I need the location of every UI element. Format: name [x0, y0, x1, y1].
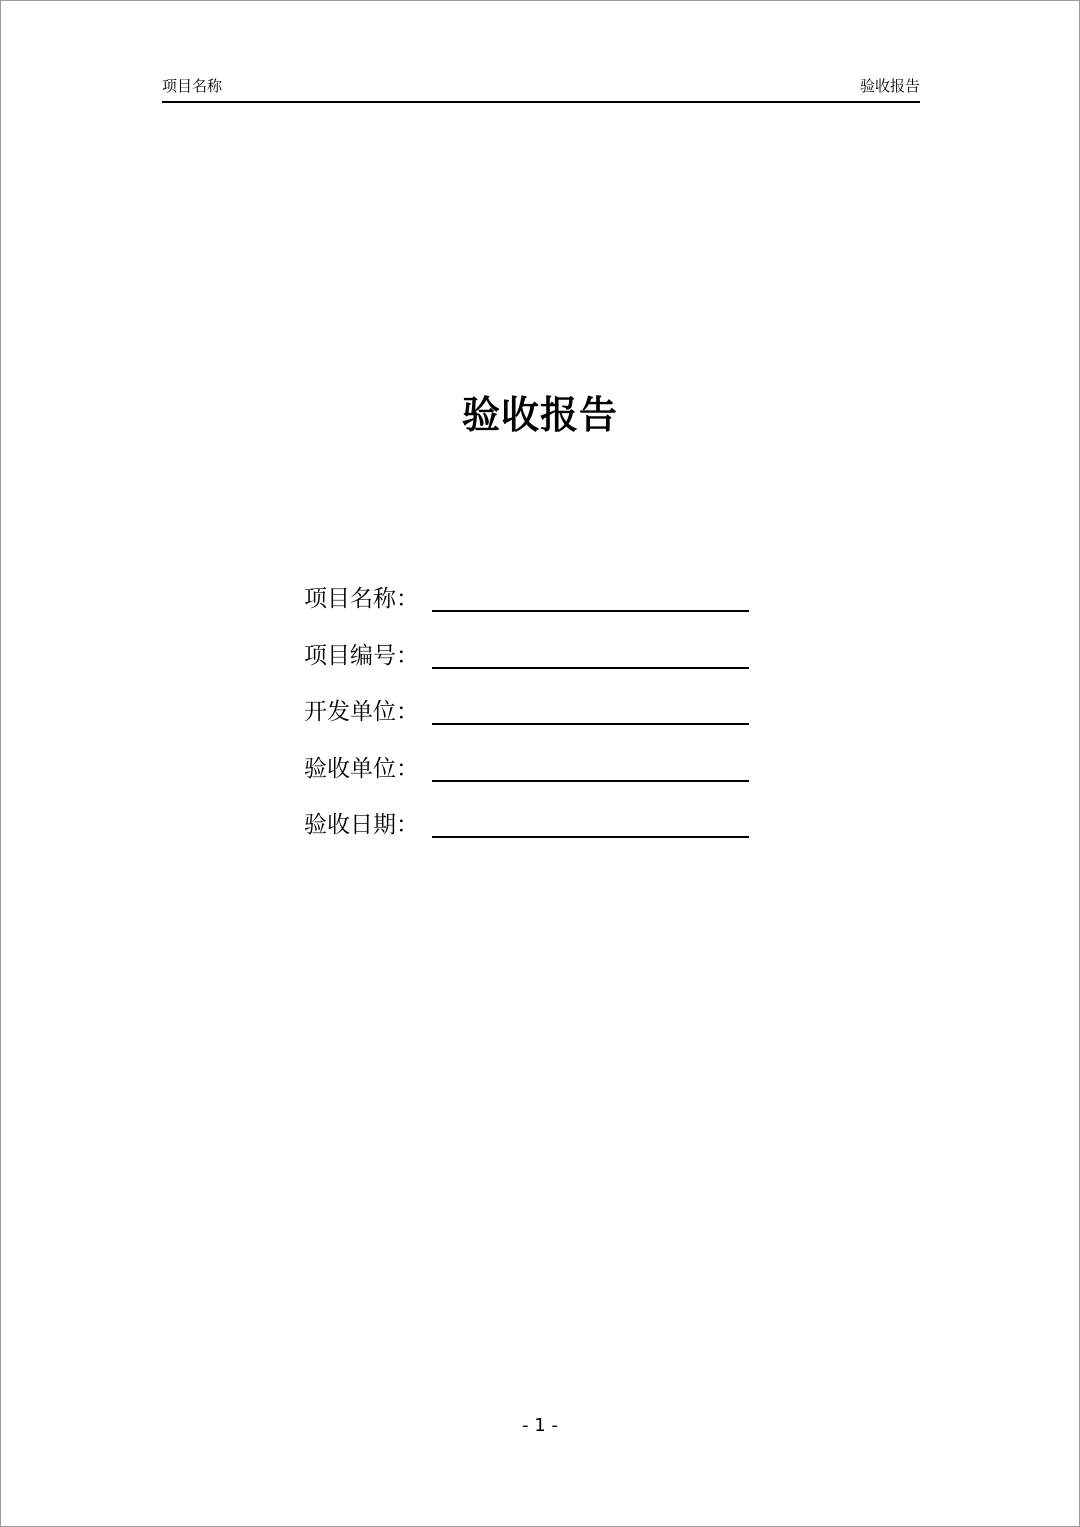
document-title: 验收报告 [461, 393, 618, 437]
fill-in-line[interactable] [432, 667, 749, 669]
fill-in-line[interactable] [432, 723, 749, 725]
fill-in-line[interactable] [432, 836, 749, 838]
field-project-number [304, 638, 750, 678]
page-header [162, 73, 920, 103]
header-report-title: 验收报告 [859, 77, 920, 95]
field-project-name [304, 581, 750, 621]
page-number: - 1 - [522, 1415, 558, 1436]
field-acceptance-unit [304, 751, 750, 791]
field-developer [304, 694, 750, 734]
field-label: 验收单位： [304, 756, 419, 782]
field-label: 项目名称： [304, 586, 419, 612]
field-label: 验收日期： [304, 812, 419, 838]
field-label: 项目编号： [304, 643, 419, 669]
fill-in-line[interactable] [432, 780, 749, 782]
fill-in-line[interactable] [432, 610, 749, 612]
field-acceptance-date [304, 807, 750, 847]
header-project-name: 项目名称 [162, 77, 223, 95]
field-label: 开发单位： [304, 699, 419, 725]
